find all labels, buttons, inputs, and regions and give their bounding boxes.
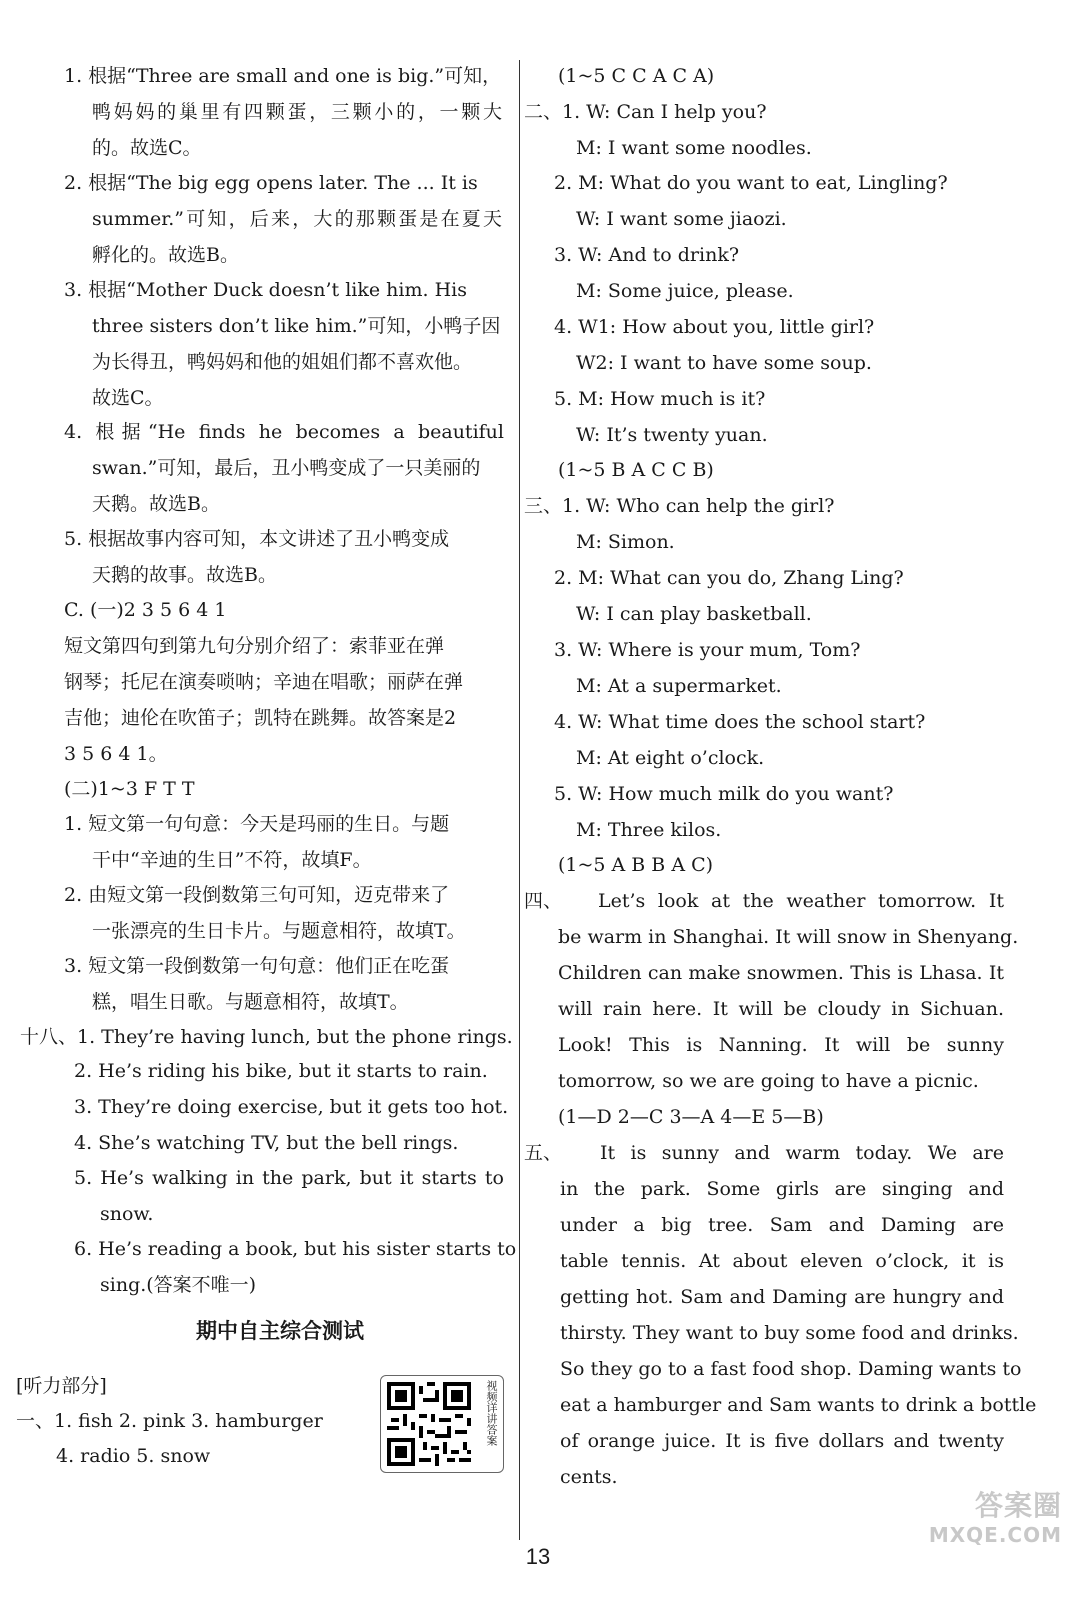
text-line: (1—D 2—C 3—A 4—E 5—B)	[558, 1106, 824, 1128]
text-line: 天鹅的故事。故选B。	[92, 564, 277, 586]
text-line: 3. W: Where is your mum, Tom?	[554, 639, 861, 661]
text-line: will rain here. It will be cloudy in Sichuan.	[558, 998, 1004, 1020]
text-line: W2: I want to have some soup.	[576, 352, 872, 374]
text-line: 3. 根据“Mother Duck doesn’t like him. His	[64, 279, 467, 301]
text-line: swan.”可知，最后，丑小鸭变成了一只美丽的	[92, 457, 481, 479]
column-divider	[519, 60, 520, 1540]
text-line: 4. W: What time does the school start?	[554, 711, 926, 733]
text-line: M: Some juice, please.	[576, 280, 794, 302]
text-line: 四、	[524, 890, 563, 912]
text-line: table tennis. At about eleven o’clock, it is	[560, 1250, 1004, 1272]
watermark-text-top: 答案圈	[974, 1489, 1062, 1522]
text-line: M: Three kilos.	[576, 819, 722, 841]
text-line: M: Simon.	[576, 531, 675, 553]
text-line: Children can make snowmen. This is Lhasa. It	[558, 962, 1004, 984]
text-line: of orange juice. It is five dollars and twenty	[560, 1430, 1004, 1452]
text-line: C. (一)2 3 5 6 4 1	[64, 599, 227, 621]
text-line: 4. 根据“He finds he becomes a beautiful	[64, 421, 504, 443]
qr-label: 视频详讲答案	[485, 1380, 498, 1446]
text-line: 干中“辛迪的生日”不符，故填F。	[92, 849, 372, 871]
text-line: in the park. Some girls are singing and	[560, 1178, 1004, 1200]
text-line: 吉他；迪伦在吹笛子；凯特在跳舞。故答案是2	[64, 707, 457, 729]
text-line: 3. 短文第一段倒数第一句句意：他们正在吃蛋	[64, 955, 450, 977]
text-line: 2. 根据“The big egg opens later. The ... It is	[64, 172, 478, 194]
text-line: 十八、1. They’re having lunch, but the phone rings.	[20, 1026, 513, 1048]
text-line: 的。故选C。	[92, 137, 202, 159]
text-line: snow.	[100, 1203, 154, 1225]
text-line: 孵化的。故选B。	[92, 244, 239, 266]
text-line: 短文第四句到第九句分别介绍了：索菲亚在弹	[64, 635, 445, 657]
text-line: be warm in Shanghai. It will snow in Shenyang.	[558, 926, 1019, 948]
text-line: So they go to a fast food shop. Daming wants to	[560, 1358, 1022, 1380]
text-line: 为长得丑，鸭妈妈和他的姐姐们都不喜欢他。	[92, 351, 473, 373]
text-line: under a big tree. Sam and Daming are	[560, 1214, 1004, 1236]
text-line: eat a hamburger and Sam wants to drink a bottle	[560, 1394, 1037, 1416]
text-line: 1. 短文第一句句意：今天是玛丽的生日。与题	[64, 813, 450, 835]
text-line: thirsty. They want to buy some food and drinks.	[560, 1322, 1019, 1344]
text-line: W: I can play basketball.	[576, 603, 812, 625]
text-line: 4. W1: How about you, little girl?	[554, 316, 875, 338]
text-line: 2. M: What do you want to eat, Lingling?	[554, 172, 948, 194]
text-line: 5. 根据故事内容可知，本文讲述了丑小鸭变成	[64, 528, 450, 550]
text-line: 一、1. fish 2. pink 3. hamburger	[16, 1410, 323, 1432]
text-line: 天鹅。故选B。	[92, 493, 220, 515]
text-line: (1~5 A B B A C)	[558, 854, 714, 876]
text-line: 鸭妈妈的巢里有四颗蛋，三颗小的，一颗大	[92, 101, 502, 123]
text-line: 五、	[524, 1142, 563, 1164]
text-line: 钢琴；托尼在演奏唢呐；辛迪在唱歌；丽萨在弹	[64, 671, 464, 693]
text-line: 5. M: How much is it?	[554, 388, 766, 410]
text-line: 二、1. W: Can I help you?	[524, 101, 767, 123]
text-line: 1. 根据“Three are small and one is big.”可知，	[64, 65, 502, 87]
watermark-logo	[929, 1488, 1062, 1546]
text-line: 糕，唱生日歌。与题意相符，故填T。	[92, 991, 409, 1013]
text-line: It is sunny and warm today. We are	[600, 1142, 1004, 1164]
text-line: 2. He’s riding his bike, but it starts to rain.	[74, 1060, 488, 1082]
text-line: cents.	[560, 1466, 618, 1488]
text-line: Let’s look at the weather tomorrow. It	[598, 890, 1004, 912]
text-line: 三、1. W: Who can help the girl?	[524, 495, 835, 517]
text-line: 2. M: What can you do, Zhang Ling?	[554, 567, 904, 589]
text-line: [听力部分]	[16, 1375, 107, 1397]
text-line: (1~5 B A C C B)	[558, 459, 714, 481]
text-line: tomorrow, so we are going to have a picnic.	[558, 1070, 979, 1092]
text-line: sing.(答案不唯一)	[100, 1274, 257, 1296]
text-line: summer.”可知，后来，大的那颗蛋是在夏天	[92, 208, 502, 230]
text-line: W: It’s twenty yuan.	[576, 424, 768, 446]
qr-code-icon	[387, 1382, 471, 1466]
text-line: 5. He’s walking in the park, but it starts to	[74, 1167, 504, 1189]
text-line: W: I want some jiaozi.	[576, 208, 787, 230]
text-line: M: I want some noodles.	[576, 137, 812, 159]
text-line: three sisters don’t like him.”可知，小鸭子因	[92, 315, 501, 337]
text-line: (二)1~3 F T T	[64, 778, 195, 800]
text-line: M: At a supermarket.	[576, 675, 782, 697]
text-line: 故选C。	[92, 387, 164, 409]
text-line: 5. W: How much milk do you want?	[554, 783, 894, 805]
text-line: 3. W: And to drink?	[554, 244, 740, 266]
qr-code[interactable]	[380, 1375, 504, 1473]
text-line: 4. She’s watching TV, but the bell rings.	[74, 1132, 459, 1154]
text-line: 3. They’re doing exercise, but it gets too hot.	[74, 1096, 509, 1118]
text-line: 3 5 6 4 1。	[64, 743, 168, 765]
text-line: 一张漂亮的生日卡片。与题意相符，故填T。	[92, 920, 466, 942]
text-line: 2. 由短文第一段倒数第三句可知，迈克带来了	[64, 884, 450, 906]
text-line: M: At eight o’clock.	[576, 747, 765, 769]
text-line: Look! This is Nanning. It will be sunny	[558, 1034, 1004, 1056]
section-title: 期中自主综合测试	[196, 1319, 364, 1343]
page-number: 13	[525, 1544, 551, 1569]
text-line: 6. He’s reading a book, but his sister starts to	[74, 1238, 517, 1260]
text-line: 4. radio 5. snow	[56, 1445, 211, 1467]
text-line: (1~5 C C A C A)	[558, 65, 715, 87]
text-line: getting hot. Sam and Daming are hungry and	[560, 1286, 1004, 1308]
watermark-text-bottom: MXQE.COM	[928, 1523, 1062, 1547]
